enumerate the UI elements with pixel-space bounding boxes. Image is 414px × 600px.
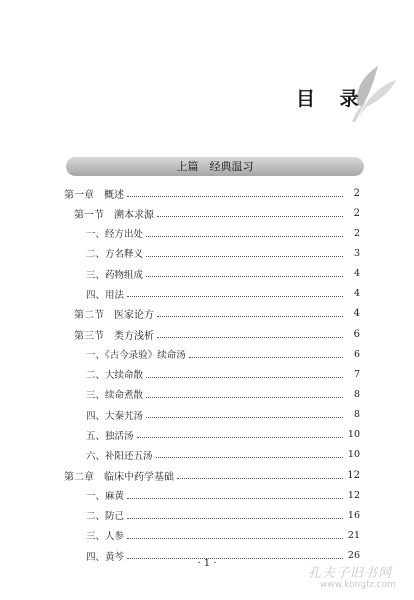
dot-leader [146, 256, 343, 257]
dot-leader [157, 316, 343, 317]
dot-leader [177, 478, 343, 479]
toc-entry-label: 第三节 类方浅析 [74, 330, 154, 342]
dot-leader [146, 417, 343, 418]
toc-entry-label: 一、经方出处 [86, 229, 144, 241]
toc-entry[interactable] [64, 284, 360, 304]
dot-leader [156, 457, 343, 458]
toc-entry-label: 第一章 概述 [64, 189, 124, 201]
toc-entry-page: 26 [347, 550, 360, 562]
dot-leader [127, 538, 343, 539]
toc-entry-label: 三、药物组成 [86, 269, 144, 281]
section-banner: 上篇 经典温习 [66, 157, 364, 176]
toc-entry[interactable] [64, 183, 360, 203]
toc-entry[interactable] [64, 384, 360, 404]
dot-leader [157, 216, 343, 217]
toc-entry-page: 6 [353, 328, 360, 340]
toc-entry-label: 三、续命煮散 [86, 390, 144, 402]
toc-entry-label: 第二节 医家论方 [74, 310, 154, 322]
toc-entry[interactable] [64, 344, 360, 364]
toc-entry[interactable] [64, 505, 360, 525]
toc-entry-page: 8 [353, 388, 360, 400]
toc-entry-page: 16 [347, 509, 360, 521]
dot-leader [146, 397, 343, 398]
toc-entry-page: 3 [353, 247, 360, 259]
toc-entry-label: 二、大续命散 [86, 370, 144, 382]
page-title: 目 录 [296, 88, 368, 110]
toc-entry-label: 一、《古今录验》续命汤 [86, 350, 186, 362]
toc-entry-label: 五、独活汤 [86, 430, 134, 442]
toc-entry-label: 一、麻黄 [86, 491, 125, 503]
dot-leader [146, 377, 343, 378]
toc-entry-label: 四、黄芩 [86, 551, 125, 563]
table-of-contents [64, 183, 360, 566]
toc-entry[interactable] [64, 405, 360, 425]
toc-entry-page: 10 [347, 429, 360, 441]
toc-entry-page: 4 [353, 268, 360, 280]
toc-entry-label: 二、方名释义 [86, 249, 144, 261]
toc-entry-page: 10 [347, 449, 360, 461]
toc-entry-label: 三、人参 [86, 531, 125, 543]
toc-entry[interactable] [64, 465, 360, 485]
toc-entry-label: 四、大秦艽汤 [86, 410, 144, 422]
toc-entry[interactable] [64, 243, 360, 263]
page-number: · 1 · [197, 558, 217, 569]
toc-entry-label: 二、防己 [86, 511, 125, 523]
toc-entry-page: 4 [353, 308, 360, 320]
watermark-url: www.kongfz.com [320, 580, 396, 590]
dot-leader [146, 276, 343, 277]
toc-entry[interactable] [64, 425, 360, 445]
watermark-text: 孔夫子旧书网 [308, 566, 393, 581]
toc-entry[interactable] [64, 264, 360, 284]
toc-entry-page: 8 [353, 409, 360, 421]
toc-entry-label: 六、补阳还五汤 [86, 450, 153, 462]
toc-entry[interactable] [64, 324, 360, 344]
toc-entry-page: 7 [353, 368, 360, 380]
dot-leader [127, 498, 343, 499]
dot-leader [157, 337, 343, 338]
toc-entry-page: 2 [353, 207, 360, 219]
dot-leader [137, 437, 343, 438]
dot-leader [127, 196, 343, 197]
toc-entry-page: 21 [347, 529, 360, 541]
toc-entry-label: 第一节 溯本求源 [74, 209, 154, 221]
toc-entry[interactable] [64, 525, 360, 545]
dot-leader [189, 357, 343, 358]
toc-entry[interactable] [64, 364, 360, 384]
toc-entry-page: 2 [353, 227, 360, 239]
toc-entry[interactable] [64, 445, 360, 465]
toc-entry-page: 6 [353, 348, 360, 360]
toc-entry-page: 12 [347, 489, 360, 501]
dot-leader [127, 518, 343, 519]
toc-entry[interactable] [64, 304, 360, 324]
toc-entry-page: 4 [353, 288, 360, 300]
dot-leader [146, 236, 343, 237]
toc-entry-page: 12 [347, 469, 360, 481]
toc-entry-label: 四、用法 [86, 289, 125, 301]
toc-entry-page: 2 [353, 187, 360, 199]
toc-entry[interactable] [64, 203, 360, 223]
toc-entry[interactable] [64, 223, 360, 243]
toc-entry[interactable] [64, 485, 360, 505]
dot-leader [127, 296, 343, 297]
toc-entry-label: 第二章 临床中药学基础 [64, 471, 174, 483]
